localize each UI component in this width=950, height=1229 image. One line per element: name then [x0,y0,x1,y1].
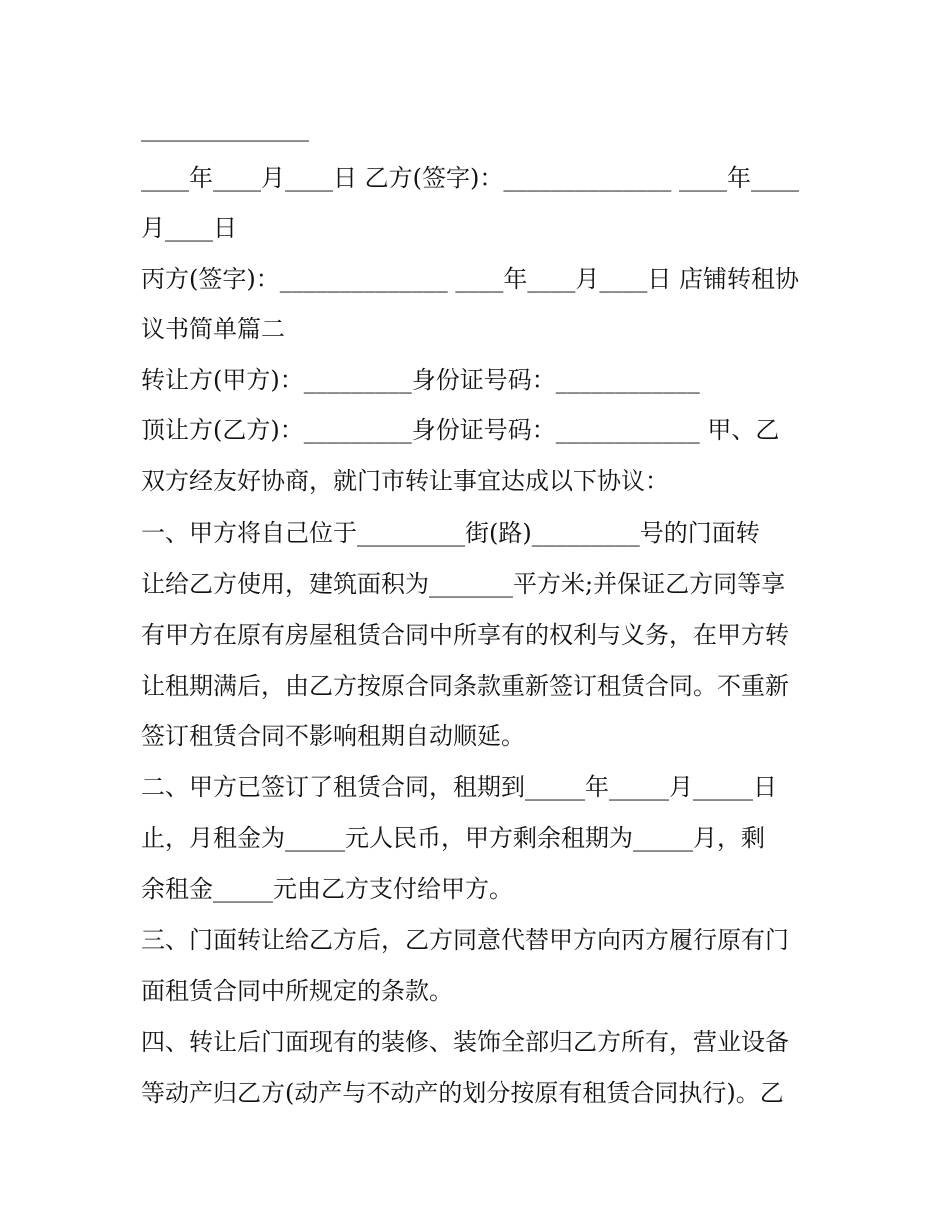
clause-1-line-1: 一、甲方将自己位于_________街(路)_________号的门面转 [141,519,760,547]
date-line-continued: 月____日 [141,214,237,242]
clause-1-line-5: 签订租赁合同不影响租期自动顺延。 [141,722,525,750]
transferee-info-line: 顶让方(乙方)：_________身份证号码：____________ 甲、乙 [141,416,780,444]
party-c-signature-line: 丙方(签字)：______________ ____年____月____日 店铺转租协 [141,265,799,293]
clause-1-line-4: 让租期满后，由乙方按原合同条款重新签订租赁合同。不重新 [141,672,789,700]
clause-2-line-1: 二、甲方已签订了租赁合同，租期到_____年_____月_____日 [141,773,777,801]
agreement-intro-line: 双方经友好协商，就门市转让事宜达成以下协议： [141,467,669,495]
signature-underline: ______________ [141,114,309,142]
transferor-info-line: 转让方(甲方)：_________身份证号码：____________ [141,366,700,394]
clause-4-line-2: 等动产归乙方(动产与不动产的划分按原有租赁合同执行)。乙 [141,1079,784,1107]
clause-3-line-2: 面租赁合同中所规定的条款。 [141,977,453,1005]
clause-2-line-3: 余租金_____元由乙方支付给甲方。 [141,875,513,903]
date-line-party-b-signature: ____年____月____日 乙方(签字)：______________ ____年____ [141,164,799,192]
clause-1-line-3: 有甲方在原有房屋租赁合同中所享有的权利与义务，在甲方转 [141,621,789,649]
clause-2-line-2: 止，月租金为_____元人民币，甲方剩余租期为_____月，剩 [141,824,765,852]
clause-3-line-1: 三、门面转让给乙方后，乙方同意代替甲方向丙方履行原有门 [141,926,789,954]
clause-4-line-1: 四、转让后门面现有的装修、装饰全部归乙方所有，营业设备 [141,1028,789,1056]
section-title-part-two: 议书简单篇二 [141,315,285,343]
clause-1-line-2: 让给乙方使用，建筑面积为_______平方米;并保证乙方同等享 [141,570,786,598]
